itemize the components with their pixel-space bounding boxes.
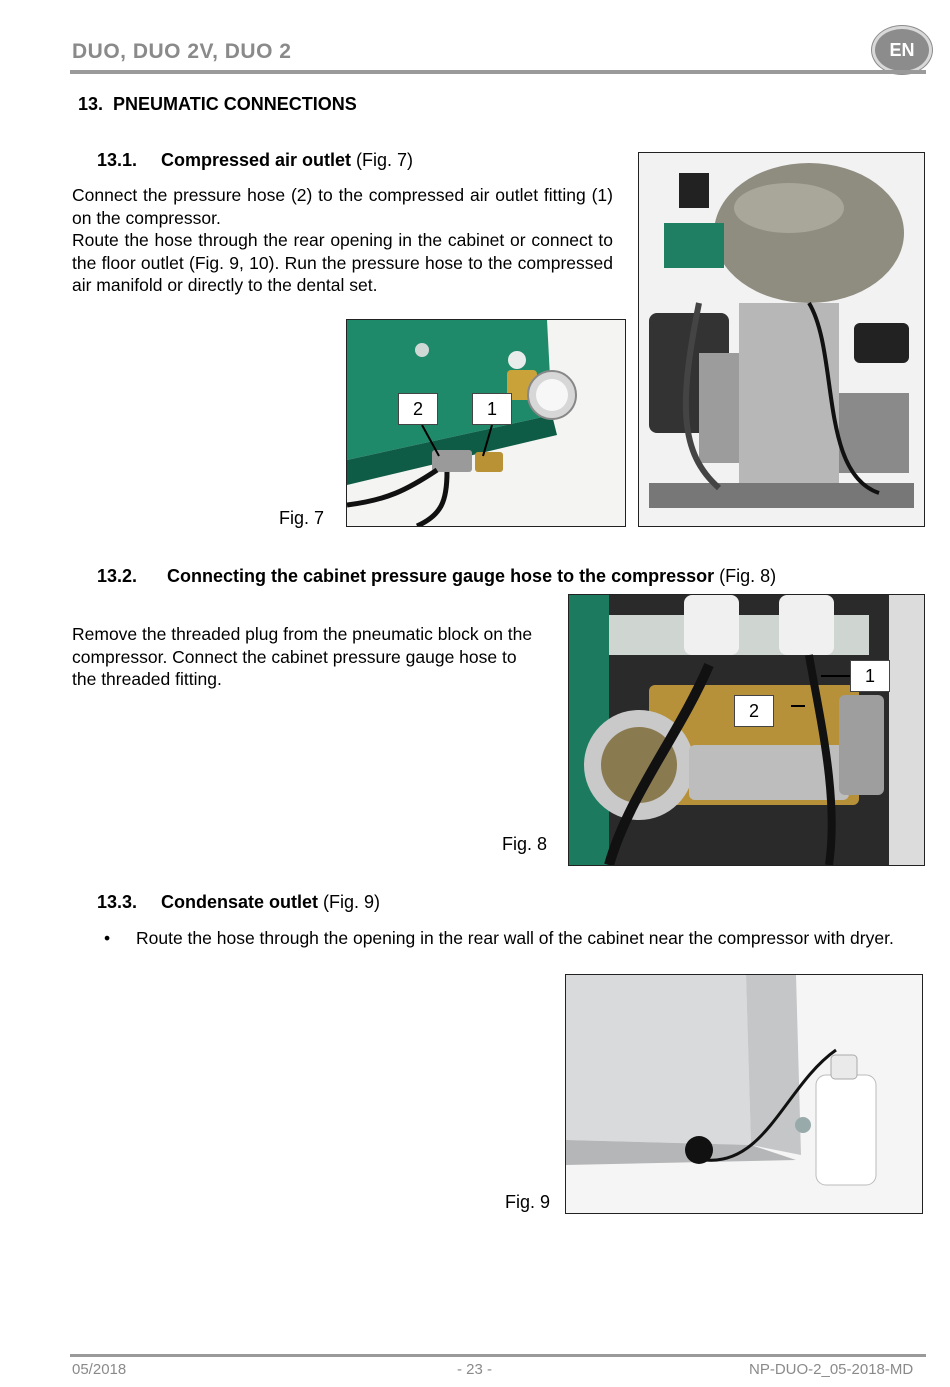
language-badge: EN	[872, 26, 932, 74]
subsection-13-2-heading	[97, 566, 776, 587]
figure-9-photo	[565, 974, 923, 1214]
subsection-number: 13.3.	[97, 892, 138, 912]
footer-date: 05/2018	[72, 1361, 127, 1378]
paragraph: Route the hose through the rear opening in the cabinet or connect to the floor outlet (Fig. 9, 10). Run the pressure hose to the compressed air manifold or directly to the dental set.	[72, 230, 613, 295]
subsection-title: Condensate outlet	[161, 892, 319, 912]
document-id: NP-DUO-2_05-2018-MD	[749, 1361, 914, 1378]
figure-caption: Fig. 8	[502, 834, 548, 854]
document-title: DUO, DUO 2V, DUO 2	[72, 40, 292, 63]
section-number: 13.	[78, 94, 104, 114]
subsection-13-1-heading	[97, 150, 413, 171]
callout-label: 1	[472, 393, 512, 425]
header-rule	[70, 70, 926, 74]
subsection-13-3-heading	[97, 892, 380, 913]
compressor-photo	[638, 152, 925, 527]
paragraph: Connect the pressure hose (2) to the compressed air outlet fitting (1) on the compressor.	[72, 185, 613, 228]
section-title: PNEUMATIC CONNECTIONS	[113, 94, 357, 114]
pneumatic-block-illustration	[569, 595, 924, 865]
figure-caption: Fig. 7	[279, 508, 325, 528]
subsection-title: Connecting the cabinet pressure gauge hose to the compressor	[167, 566, 715, 586]
subsection-title: Compressed air outlet	[161, 150, 352, 170]
callout-label: 1	[850, 660, 890, 692]
subsection-number: 13.1.	[97, 150, 138, 170]
subsection-13-1-body	[72, 184, 613, 297]
condensate-outlet-illustration	[566, 975, 922, 1213]
page-number: - 23 -	[457, 1361, 493, 1378]
figure-reference: (Fig. 7)	[351, 150, 414, 170]
subsection-number: 13.2.	[97, 566, 138, 586]
figure-caption: Fig. 9	[505, 1192, 551, 1212]
paragraph: Remove the threaded plug from the pneumatic block on the compressor. Connect the cabinet pressure gauge hose to the threaded fitting.	[72, 624, 533, 689]
list-item: • Route the hose through the opening in the rear wall of the cabinet near the compressor with dryer.	[102, 927, 902, 950]
callout-label: 2	[398, 393, 438, 425]
footer-rule	[70, 1354, 926, 1357]
compressor-illustration	[639, 153, 924, 526]
bullet-list	[102, 927, 902, 950]
section-heading	[78, 94, 357, 115]
figure-reference: (Fig. 8)	[714, 566, 777, 586]
callout-label: 2	[734, 695, 774, 727]
figure-reference: (Fig. 9)	[318, 892, 381, 912]
figure-8-photo	[568, 594, 925, 866]
